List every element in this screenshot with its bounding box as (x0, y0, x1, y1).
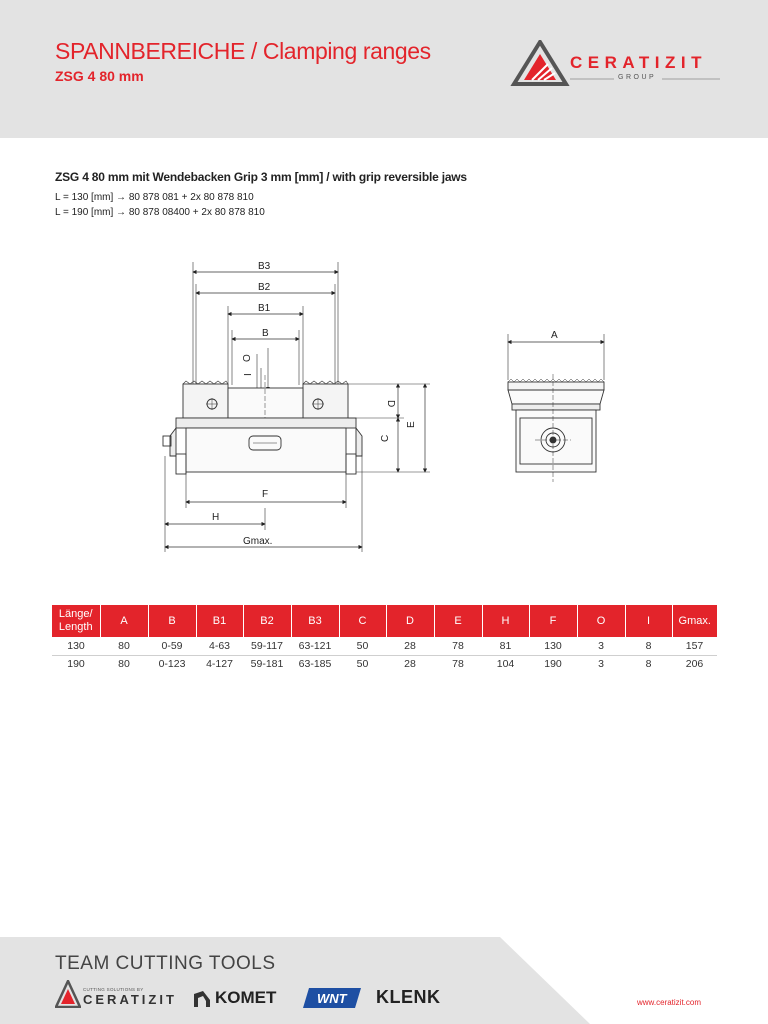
dim-label-c: C (380, 434, 391, 442)
wnt-logo-icon (303, 988, 361, 1008)
dim-label-b1: B1 (258, 303, 271, 314)
table-header-row (52, 605, 717, 637)
footer-title: TEAM CUTTING TOOLS (55, 953, 276, 974)
table-cell: 8 (645, 639, 652, 652)
table-cell: 130 (544, 639, 562, 652)
col-header-d: D (386, 605, 434, 637)
col-header-e: E (434, 605, 482, 637)
dim-label-gmax: Gmax. (243, 536, 273, 547)
table-cell: 81 (499, 639, 512, 652)
table-cell: 3 (577, 655, 625, 673)
col-header-i: I (625, 605, 672, 637)
dim-label-i: I (243, 373, 254, 376)
dim-label-b: B (262, 328, 269, 339)
brand-komet (193, 988, 288, 1010)
table-cell: 3 (598, 639, 604, 652)
table-row (52, 655, 717, 673)
brand-wnt (303, 988, 361, 1008)
logo-text: CERATIZIT (570, 53, 708, 72)
col-header-c: C (339, 605, 386, 637)
col-header-b: B (148, 605, 196, 637)
col-header-b1: B1 (196, 605, 243, 637)
table-cell: 50 (356, 639, 369, 652)
table-cell: 78 (434, 655, 482, 673)
col-header-gmax: Gmax. (672, 605, 717, 637)
table-cell: 206 (672, 655, 717, 673)
dim-label-f: F (262, 489, 269, 500)
table-cell: 0-123 (148, 655, 196, 673)
dim-label-b3: B3 (258, 261, 271, 272)
table-cell: 50 (339, 655, 386, 673)
clamping-ranges-table (52, 605, 717, 673)
table-cell: 190 (52, 655, 100, 673)
table-cell: 78 (452, 639, 464, 652)
brand-klenk: KLENK (376, 987, 441, 1007)
ceratizit-logo (510, 40, 720, 86)
dim-label-e: E (406, 421, 417, 428)
dim-label-d: D (385, 400, 396, 408)
brand-ceratizit (55, 980, 180, 1010)
brand-wnt-name: WNT (317, 991, 347, 1006)
dim-label-o: O (242, 354, 253, 362)
table-cell: 0-59 (161, 639, 183, 652)
table-cell: 59-181 (243, 655, 291, 673)
brand-komet-name: KOMET (215, 988, 277, 1007)
dim-label-h: H (212, 512, 220, 523)
page-subtitle: ZSG 4 80 mm (55, 68, 144, 84)
table-cell: 190 (529, 655, 577, 673)
table-cell: 8 (625, 655, 672, 673)
dim-label-a: A (551, 330, 558, 341)
table-cell: 63-121 (298, 639, 332, 652)
brand-ceratizit-name: CERATIZIT (83, 992, 177, 1007)
page-title: SPANNBEREICHE / Clamping ranges (55, 38, 431, 64)
col-header-b3: B3 (291, 605, 339, 637)
logo-subtext: GROUP (618, 74, 657, 81)
table-cell: 4-127 (196, 655, 243, 673)
col-header-o: O (577, 605, 625, 637)
table-cell: 157 (685, 639, 704, 652)
dim-label-b2: B2 (258, 282, 271, 293)
komet-icon (193, 990, 211, 1008)
col-header-b2: B2 (243, 605, 291, 637)
table-row (52, 637, 717, 655)
table-cell: 28 (386, 655, 434, 673)
table-cell: 28 (404, 639, 416, 652)
table-cell: 4-63 (208, 639, 230, 652)
col-header-f: F (529, 605, 577, 637)
col-header-h: H (482, 605, 529, 637)
table-cell: 104 (482, 655, 529, 673)
technical-drawing (0, 250, 768, 570)
order-line: L = 130 [mm] → 80 878 081 + 2x 80 878 810 (55, 192, 254, 203)
footer-url[interactable]: www.ceratizit.com (637, 998, 702, 1007)
ceratizit-triangle-icon (510, 40, 570, 86)
table-cell: 80 (100, 655, 148, 673)
table-cell: 63-185 (291, 655, 339, 673)
table-cell: 80 (118, 639, 130, 652)
col-header-length: Länge/ Length (52, 605, 100, 637)
order-line: L = 190 [mm] → 80 878 08400 + 2x 80 878 810 (55, 207, 265, 218)
brand-ceratizit-tagline: CUTTING SOLUTIONS BY (83, 987, 144, 992)
table-cell: 130 (67, 639, 85, 652)
section-title: ZSG 4 80 mm mit Wendebacken Grip 3 mm [mm] / with grip reversible jaws (55, 170, 467, 184)
col-header-a: A (100, 605, 148, 637)
ceratizit-triangle-icon (55, 980, 81, 1008)
side-view (508, 334, 604, 482)
table-cell: 59-117 (251, 639, 283, 652)
